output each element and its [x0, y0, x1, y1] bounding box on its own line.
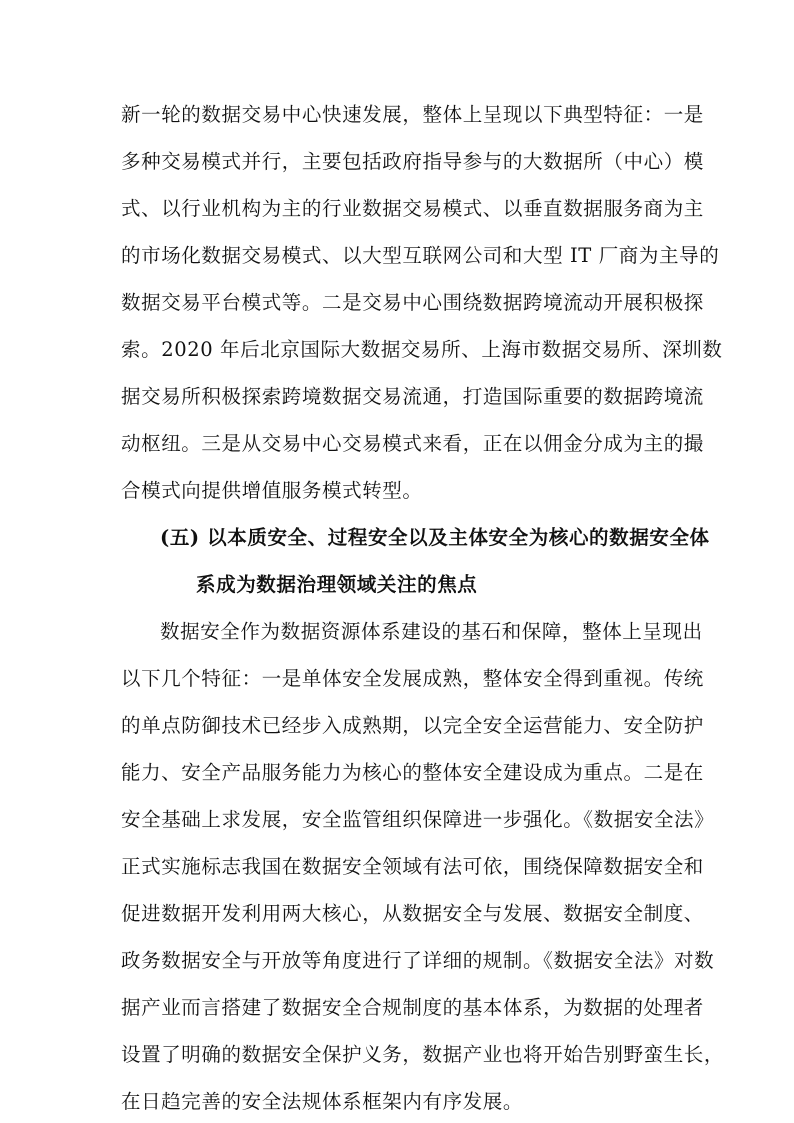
paragraph-1-line-9: 合模式向提供增值服务模式转型。 [121, 479, 423, 502]
paragraph-2-line-5: 安全基础上求发展，安全监管组织保障进一步强化。《数据安全法》 [121, 808, 715, 831]
paragraph-2-line-7: 促进数据开发利用两大核心，从数据安全与发展、数据安全制度、 [121, 902, 704, 925]
section-heading-line-1: (五) 以本质安全、过程安全以及主体安全为核心的数据安全体 [160, 526, 710, 549]
paragraph-2-line-10: 设置了明确的数据安全保护义务，数据产业也将开始告别野蛮生长， [121, 1043, 725, 1066]
paragraph-1-line-5: 数据交易平台模式等。二是交易中心围绕数据跨境流动开展积极探 [121, 291, 704, 314]
paragraph-2-line-3: 的单点防御技术已经步入成熟期，以完全安全运营能力、安全防护 [121, 714, 704, 737]
paragraph-2-line-2: 以下几个特征：一是单体安全发展成熟，整体安全得到重视。传统 [121, 667, 704, 690]
paragraph-2-line-11: 在日趋完善的安全法规体系框架内有序发展。 [121, 1090, 524, 1113]
paragraph-2-line-9: 据产业而言搭建了数据安全合规制度的基本体系，为数据的处理者 [121, 996, 704, 1019]
paragraph-2-line-1: 数据安全作为数据资源体系建设的基石和保障，整体上呈现出 [160, 620, 703, 643]
paragraph-1-line-4: 的市场化数据交易模式、以大型互联网公司和大型 IT 厂商为主导的 [121, 244, 720, 267]
paragraph-2-line-4: 能力、安全产品服务能力为核心的整体安全建设成为重点。二是在 [121, 761, 704, 784]
paragraph-1-line-6: 索。2020 年后北京国际大数据交易所、上海市数据交易所、深圳数 [121, 338, 723, 361]
paragraph-1-line-1: 新一轮的数据交易中心快速发展，整体上呈现以下典型特征：一是 [121, 103, 704, 126]
paragraph-1-line-3: 式、以行业机构为主的行业数据交易模式、以垂直数据服务商为主 [121, 197, 704, 220]
section-heading-line-2: 系成为数据治理领域关注的焦点 [196, 573, 478, 596]
paragraph-1-line-2: 多种交易模式并行，主要包括政府指导参与的大数据所（中心）模 [121, 150, 704, 173]
paragraph-1-line-7: 据交易所积极探索跨境数据交易流通，打造国际重要的数据跨境流 [121, 385, 704, 408]
paragraph-2-line-6: 正式实施标志我国在数据安全领域有法可依，围绕保障数据安全和 [121, 855, 704, 878]
paragraph-2-line-8: 政务数据安全与开放等角度进行了详细的规制。《数据安全法》对数 [121, 949, 715, 972]
paragraph-1-line-8: 动枢纽。三是从交易中心交易模式来看，正在以佣金分成为主的撮 [121, 432, 704, 455]
